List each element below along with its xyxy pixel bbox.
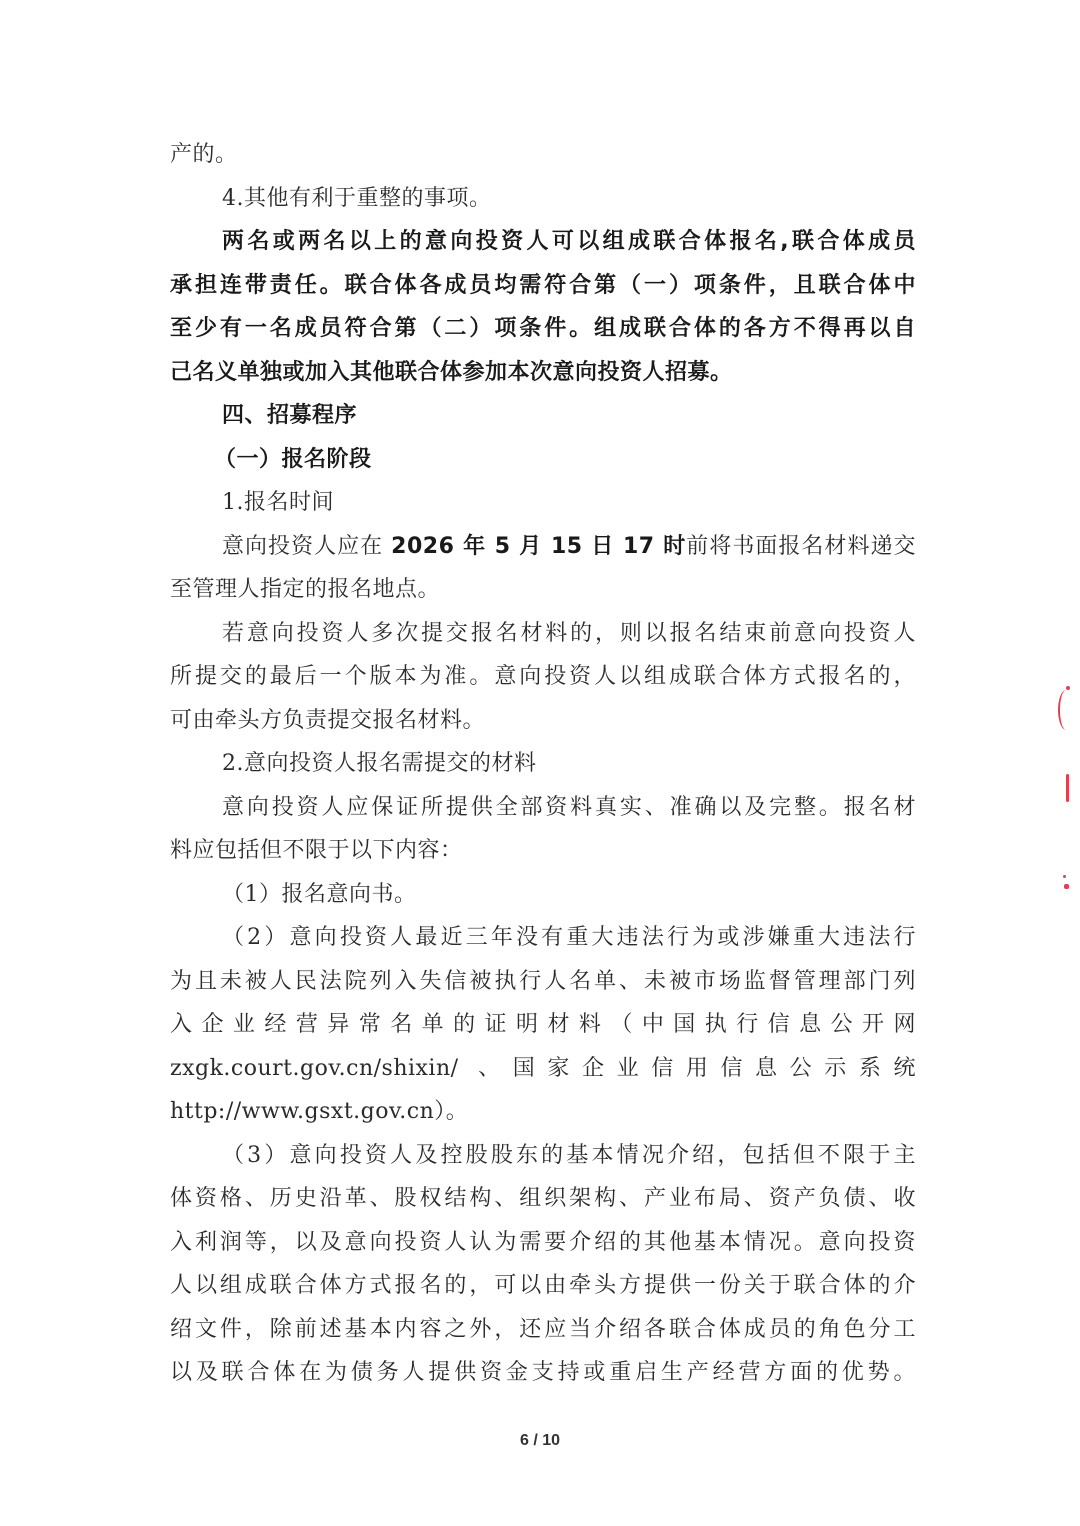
- seal-fragment: [1058, 690, 1074, 730]
- body-line: 绍文件，除前述基本内容之外，还应当介绍各联合体成员的角色分工: [170, 1317, 916, 1342]
- item-heading: 2.意向投资人报名需提交的材料: [222, 751, 537, 776]
- url-line: http://www.gsxt.gov.cn）。: [170, 1099, 469, 1124]
- consortium-paragraph-line: 至少有一名成员符合第（二）项条件。组成联合体的各方不得再以自: [170, 316, 916, 341]
- seal-fragment: [1064, 884, 1069, 889]
- body-line: 产的。: [170, 142, 238, 167]
- consortium-paragraph-line: 己名义单独或加入其他联合体参加本次意向投资人招募。: [170, 360, 733, 385]
- body-line: 至管理人指定的报名地点。: [170, 577, 441, 602]
- material-item-1: （1）报名意向书。: [222, 882, 417, 907]
- page-number: 6 / 10: [519, 1432, 561, 1449]
- body-line: 若意向投资人多次提交报名材料的，则以报名结束前意向投资人: [222, 621, 916, 646]
- consortium-paragraph-line: 两名或两名以上的意向投资人可以组成联合体报名,联合体成员: [222, 229, 916, 254]
- body-line: 料应包括但不限于以下内容：: [170, 838, 463, 863]
- item-heading: 1.报名时间: [222, 490, 334, 515]
- list-item-4: 4.其他有利于重整的事项。: [222, 186, 492, 211]
- body-line: 入企业经营异常名单的证明材料（中国执行信息公开网: [170, 1012, 916, 1037]
- material-item-2: （2）意向投资人最近三年没有重大违法行为或涉嫌重大违法行: [222, 925, 916, 950]
- consortium-paragraph-line: 承担连带责任。联合体各成员均需符合第（一）项条件，且联合体中: [170, 273, 916, 298]
- body-line: 入利润等，以及意向投资人认为需要介绍的其他基本情况。意向投资: [170, 1230, 916, 1255]
- material-item-3: （3）意向投资人及控股股东的基本情况介绍，包括但不限于主: [222, 1143, 916, 1168]
- body-line: 以及联合体在为债务人提供资金支持或重启生产经营方面的优势。: [170, 1360, 916, 1385]
- body-line: 可由牵头方负责提交报名材料。: [170, 708, 486, 733]
- deadline-suffix: 前将书面报名材料递交: [686, 534, 916, 559]
- body-line: 意向投资人应保证所提供全部资料真实、准确以及完整。报名材: [222, 795, 916, 820]
- subsection-heading: （一）报名阶段: [214, 447, 372, 472]
- section-heading: 四、招募程序: [222, 403, 358, 428]
- body-line: 人以组成联合体方式报名的，可以由牵头方提供一份关于联合体的介: [170, 1273, 916, 1298]
- deadline-date: 2026 年 5 月 15 日 17 时: [391, 534, 687, 559]
- body-line: 体资格、历史沿革、股权结构、组织架构、产业布局、资产负债、收: [170, 1186, 916, 1211]
- body-line: 为且未被人民法院列入失信被执行人名单、未被市场监督管理部门列: [170, 969, 916, 994]
- body-line: 所提交的最后一个版本为准。意向投资人以组成联合体方式报名的，: [170, 664, 916, 689]
- deadline-prefix: 意向投资人应在: [222, 534, 392, 559]
- seal-fragment: [1063, 875, 1066, 878]
- deadline-line: [222, 532, 916, 562]
- url-line: zxgk.court.gov.cn/shixin/ 、国家企业信用信息公示系统: [170, 1056, 916, 1081]
- seal-fragment: [1066, 774, 1069, 802]
